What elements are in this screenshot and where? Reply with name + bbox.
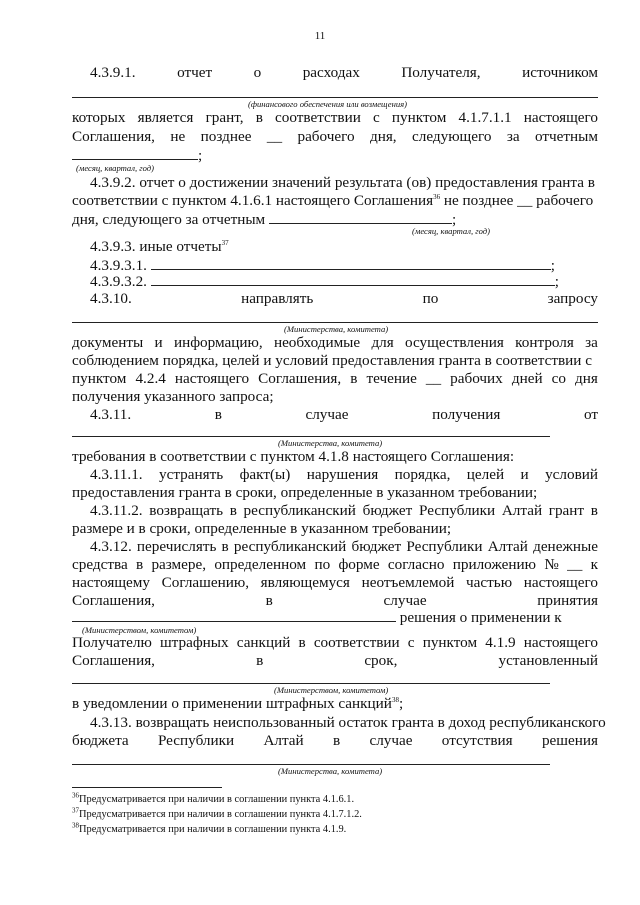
word: в (590, 502, 598, 519)
page-number: 11 (314, 30, 326, 42)
word: в (298, 634, 306, 651)
word: необходимые (273, 334, 361, 351)
word: __ (425, 370, 442, 387)
word: __ (567, 556, 583, 573)
word: получения (432, 406, 501, 423)
blank-field (151, 272, 555, 286)
footnote-ref: 38 (391, 695, 399, 704)
word: Республики (406, 538, 483, 555)
word: Соглашения, (72, 128, 155, 145)
word: позднее (200, 128, 252, 145)
text: 4.3.9.3. иные отчеты (90, 238, 222, 255)
word: средства (72, 556, 128, 573)
word: штрафных (159, 634, 229, 651)
footnote-37 (72, 808, 362, 821)
line-4-3-11 (90, 406, 598, 424)
word: в (214, 406, 222, 423)
word: 4.3.12. (90, 538, 132, 555)
word: соответствии (275, 109, 361, 126)
text-line: размере и в сроки, определенные в указанном требовании; (72, 520, 452, 537)
text-line (72, 574, 598, 592)
word: санкций (236, 634, 291, 651)
word: источником (522, 64, 598, 81)
text-line: требования в соответствии с пунктом 4.1.8 настоящего Соглашения: (72, 448, 515, 465)
word: и (520, 466, 529, 483)
word: в (255, 109, 263, 126)
word: течение (366, 370, 417, 387)
word: по (422, 290, 439, 307)
word: бюджет (351, 538, 402, 555)
word: частью (466, 574, 513, 591)
line-4-3-11-1 (90, 466, 598, 484)
footnote-36 (72, 793, 354, 806)
word: информацию, (173, 334, 263, 351)
line-4-3-9-1 (90, 64, 598, 82)
word: в (332, 732, 341, 749)
word: являющемуся (260, 574, 350, 591)
word: решения (541, 732, 598, 749)
word: Республики (418, 502, 496, 519)
word: пунктом (391, 109, 447, 126)
blank-line (72, 436, 550, 437)
blank-line (72, 683, 550, 684)
word: 4.1.9 (485, 634, 516, 651)
word: осуществления (405, 334, 504, 351)
word: 4.2.4 (135, 370, 166, 387)
footnote-ref: 36 (433, 192, 441, 201)
word: возвращать (149, 502, 224, 519)
word: 4.3.11.2. (90, 502, 143, 519)
text-line (72, 109, 598, 127)
text-line (72, 370, 598, 388)
word: за (506, 128, 520, 145)
word: случае (305, 406, 349, 423)
blank-field (151, 256, 551, 270)
word: к (590, 556, 598, 573)
line-4-3-9-2: 4.3.9.2. отчет о достижении значений результата (ов) предоставления гранта в (90, 174, 595, 191)
text-line: получения указанного запроса; (72, 388, 274, 405)
footnote-text: Предусматривается при наличии в соглашении пункта 4.1.9. (79, 824, 347, 835)
text: 4.3.9.3.1. (90, 257, 147, 274)
word: приложению (452, 556, 537, 573)
word: соответствии (313, 634, 400, 651)
word: о (253, 64, 262, 81)
punct: ; (198, 147, 203, 164)
blank-field (269, 210, 452, 224)
word: направлять (241, 290, 314, 307)
word: рабочего (297, 128, 355, 145)
word: за (585, 334, 598, 351)
line-4-3-9-3 (90, 238, 616, 256)
footnote-separator (72, 787, 222, 788)
word: размере, (151, 556, 207, 573)
word: целей (466, 466, 505, 483)
word: факт(ы) (239, 466, 291, 483)
footnote-mark: 38 (72, 821, 79, 830)
word: Алтай (263, 732, 304, 749)
word: устранять (159, 466, 224, 483)
word: бюджета (72, 732, 129, 749)
word: отчет (177, 64, 213, 81)
word: с (373, 109, 380, 126)
text: решения о применении к (399, 609, 562, 626)
word: срок, (364, 652, 398, 669)
line-4-3-9-3-2 (90, 272, 616, 291)
word: является (137, 109, 194, 126)
word: документы (72, 334, 144, 351)
blank-line (72, 97, 598, 98)
word: условий (545, 466, 598, 483)
blank-line (72, 322, 598, 323)
word: случае (369, 732, 413, 749)
caption-ministry: (Министерства, комитета) (284, 324, 389, 334)
word: порядка, (394, 466, 451, 483)
word: нарушения (306, 466, 379, 483)
word: грант, (205, 109, 244, 126)
word: 4.3.11.1. (90, 466, 143, 483)
word: в (265, 592, 273, 609)
word: Соглашению, (161, 574, 249, 591)
word: для (371, 334, 394, 351)
word: форме (338, 556, 380, 573)
text: в уведомлении о применении штрафных санкций (72, 695, 392, 712)
word: отчетным (535, 128, 598, 145)
word: и (154, 334, 163, 351)
punct: ; (398, 695, 404, 712)
text-line (72, 210, 598, 229)
word: принятия (537, 592, 598, 609)
word: в (256, 652, 264, 669)
footnote-text: Предусматривается при наличии в соглашении пункта 4.1.7.1.2. (79, 809, 362, 820)
line-4-3-12 (90, 538, 598, 556)
caption-period: (месяц, квартал, год) (412, 226, 491, 236)
caption-ministry: (Министерства, комитета) (278, 438, 383, 448)
blank-field (72, 146, 198, 160)
caption-ministry: (Министерства, комитета) (278, 766, 383, 776)
word: не (170, 128, 186, 145)
text-line (72, 192, 598, 210)
caption-financing: (финансового обеспечения или возмещения) (248, 99, 407, 109)
word: Соглашения, (258, 370, 342, 387)
text: 4.3.9.3.2. (90, 273, 147, 290)
word: 4.3.11. (90, 406, 132, 423)
word: настоящего (523, 109, 598, 126)
punct: ; (451, 211, 457, 228)
word: Республики (157, 732, 235, 749)
text-line (72, 128, 598, 146)
caption-period: (месяц, квартал, год) (76, 163, 155, 173)
word: Получателю (72, 634, 152, 651)
word: Алтай (501, 502, 543, 519)
word: пунктом (422, 634, 478, 651)
word: в (221, 538, 229, 555)
word: установленный (498, 652, 598, 669)
word: со (551, 370, 566, 387)
word: 4.1.7.1.1 (458, 109, 512, 126)
text-line: предоставления гранта в сроки, определенные в указанном требовании; (72, 484, 538, 501)
footnote-38 (72, 823, 346, 836)
text: соответствии с пунктом 4.1.6.1 настоящего Соглашения (72, 192, 434, 209)
text-line (72, 634, 598, 652)
word: денежные (533, 538, 598, 555)
word: __ (266, 128, 283, 145)
word: Соглашения, (72, 592, 155, 609)
caption-ministry: (Министерством, комитетом) (82, 625, 197, 635)
word: дней (511, 370, 543, 387)
word: бюджет (362, 502, 413, 519)
text: дня, следующего за отчетным (72, 211, 266, 228)
word: Алтай (487, 538, 528, 555)
word: в (135, 556, 144, 573)
word: перечислять (136, 538, 217, 555)
word: от (583, 406, 598, 423)
text-line: соблюдением порядка, целей и условий предоставления гранта в соответствии с (72, 352, 592, 369)
text-line (72, 732, 598, 750)
word: с (407, 634, 415, 651)
footnote-text: Предусматривается при наличии в соглашении пункта 4.1.6.1. (79, 794, 355, 805)
word: отсутствия (441, 732, 513, 749)
word: по (314, 556, 331, 573)
word: № (544, 556, 559, 573)
word: следующего (412, 128, 492, 145)
word: в (229, 502, 237, 519)
word: дня, (369, 128, 397, 145)
word: которых (72, 109, 126, 126)
punct: ; (554, 273, 559, 290)
text: не позднее __ рабочего (440, 192, 594, 209)
punct: ; (550, 257, 555, 274)
line-4-3-11-2 (90, 502, 598, 520)
footnote-mark: 36 (72, 791, 79, 800)
word: расходах (302, 64, 360, 81)
word: настоящему (72, 574, 150, 591)
word: Соглашения, (72, 652, 155, 669)
text-line (72, 334, 598, 352)
caption-ministry: (Министерством, комитетом) (274, 685, 389, 695)
text-line (72, 556, 598, 574)
word: настоящего (523, 634, 598, 651)
line-4-3-13: 4.3.13. возвращать неиспользованный остаток гранта в доход республиканского (90, 714, 606, 731)
word: в (350, 370, 358, 387)
text-line (72, 695, 598, 713)
word: случае (383, 592, 427, 609)
word: согласно (387, 556, 445, 573)
word: грант (548, 502, 585, 519)
word: контроля (515, 334, 574, 351)
word: определенном (214, 556, 307, 573)
blank-field (72, 608, 396, 622)
word: 4.3.9.1. (90, 64, 136, 81)
line-4-3-10 (90, 290, 598, 308)
word: 4.3.10. (90, 290, 132, 307)
word: неотъемлемой (361, 574, 455, 591)
word: республиканский (243, 502, 356, 519)
word: пунктом (72, 370, 127, 387)
word: настоящего (174, 370, 250, 387)
word: настоящего (523, 574, 598, 591)
word: рабочих (450, 370, 503, 387)
footnote-ref: 37 (221, 238, 229, 247)
blank-line (72, 764, 550, 765)
word: республиканский (233, 538, 347, 555)
word: Получателя, (401, 64, 481, 81)
footnote-mark: 37 (72, 806, 79, 815)
word: запросу (547, 290, 598, 307)
word: дня (575, 370, 598, 387)
text-line (72, 652, 598, 670)
